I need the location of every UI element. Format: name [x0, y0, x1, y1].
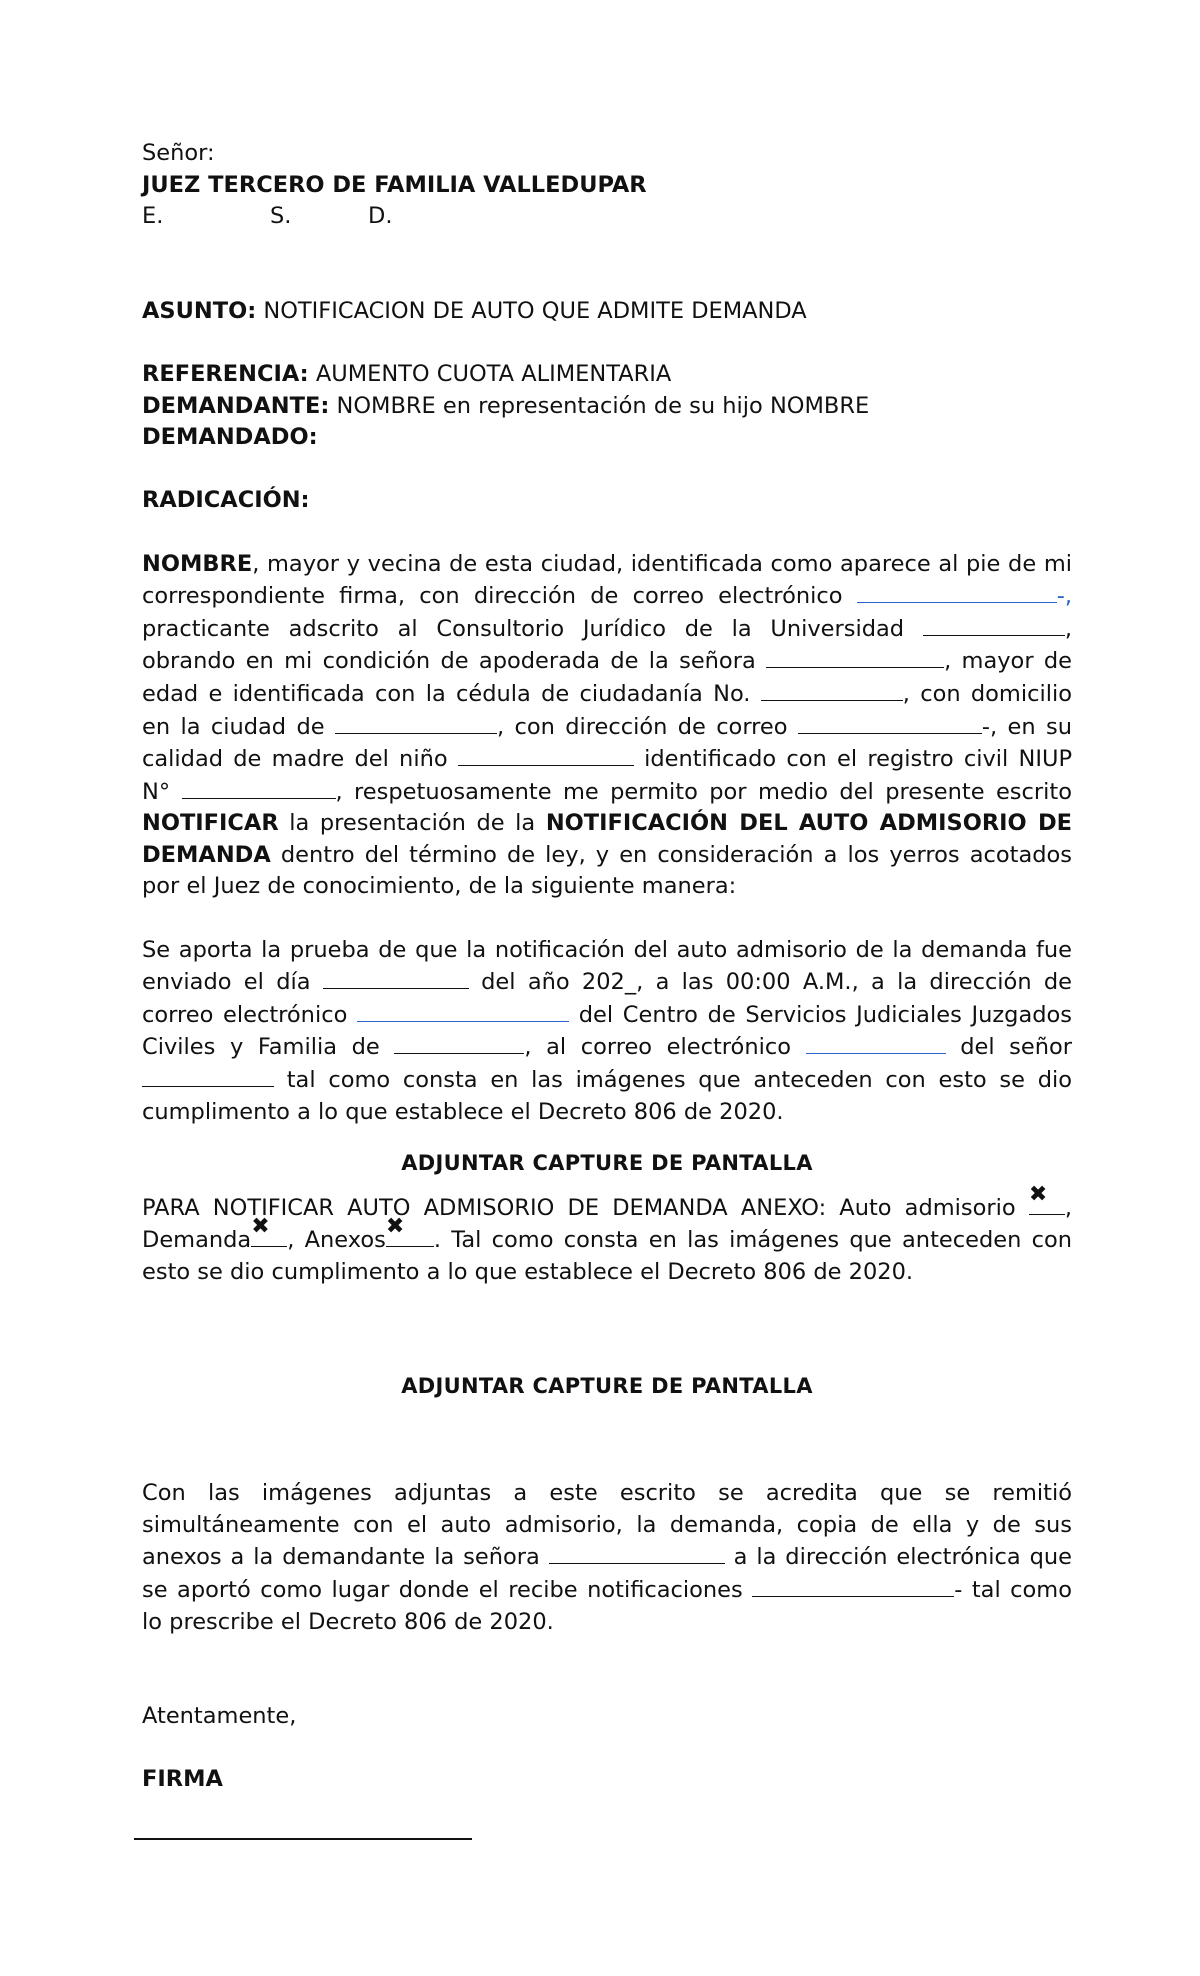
university-blank: [923, 613, 1065, 636]
court-city-blank: [394, 1031, 524, 1054]
paragraph-proof: [142, 935, 1072, 1129]
text: identificado con el registro civil NIUP N°: [142, 746, 1073, 805]
niup-blank: [182, 776, 336, 799]
demandante-line: [142, 391, 1072, 423]
senora-blank: [766, 645, 944, 668]
sde-e: E.: [142, 203, 164, 230]
mail-blank: [798, 711, 982, 734]
text: a la dirección electrónica que se aportó como lugar donde el recibe notificaciones: [142, 1544, 1073, 1603]
referencia-value: AUMENTO CUOTA ALIMENTARIA: [315, 360, 672, 387]
text: , obrando en mi condición de apoderada de la señora: [142, 615, 1072, 675]
notificar-bold: NOTIFICAR: [142, 810, 279, 837]
paragraph-introduction: [142, 549, 1072, 904]
text: del año 202_, a las 00:00 A.M., a la dirección de correo electrónico: [142, 969, 1073, 1028]
referencia-line: [142, 359, 1072, 391]
court-email-blank: [357, 999, 569, 1022]
text: ,: [1064, 1194, 1072, 1221]
text: dentro del término de ley, y en consideración a los yerros acotados por el Juez de conocimiento, de la siguiente manera:: [142, 841, 1072, 900]
text: , al correo electrónico: [524, 1034, 791, 1061]
capture-heading-1: ADJUNTAR CAPTURE DE PANTALLA: [401, 1151, 813, 1176]
text: PARA NOTIFICAR AUTO ADMISORIO DE DEMANDA ANEXO: Auto admisorio: [142, 1194, 1016, 1221]
capture-heading-2: ADJUNTAR CAPTURE DE PANTALLA: [401, 1373, 813, 1398]
text: del señor: [960, 1034, 1073, 1061]
defendant-email-blank: [806, 1031, 946, 1054]
date-blank: [323, 966, 469, 989]
cedula-blank: [761, 678, 903, 701]
email-dash: -,: [1056, 583, 1072, 610]
child-blank: [458, 743, 634, 766]
sde-line: [142, 201, 1072, 233]
asunto-value: NOTIFICACION DE AUTO QUE ADMITE DEMANDA: [263, 297, 807, 324]
text: - tal como lo prescribe el Decreto 806 de 2020.: [142, 1576, 1072, 1635]
text: , con dirección de correo: [496, 713, 788, 740]
asunto-line: [142, 296, 1072, 328]
demandante-blank: [549, 1541, 725, 1564]
firma: FIRMA: [142, 1766, 223, 1793]
name-placeholder: NOMBRE: [142, 550, 253, 577]
demandante-value: NOMBRE en representación de su hijo NOMBRE: [336, 392, 870, 419]
text: Se aporta la prueba de que la notificación del auto admisorio de la demanda fue enviado el día: [142, 936, 1072, 996]
city-blank: [335, 711, 497, 734]
text: , respetuosamente me permito por medio del presente escrito: [335, 778, 1072, 805]
text: tal como consta en las imágenes que anteceden con esto se dio cumplimento a lo que establece el Decreto 806 de 2020.: [142, 1067, 1073, 1125]
defendant-name-blank: [142, 1064, 274, 1087]
text: -, en su calidad de madre del niño: [142, 713, 1072, 773]
x-mark-icon: ✖: [1028, 1181, 1048, 1207]
anexos-mark: [385, 1214, 434, 1247]
notificacion-bold: NOTIFICACIÓN DEL AUTO ADMISORIO DE DEMANDA: [142, 810, 1072, 868]
atentamente: Atentamente,: [142, 1703, 297, 1730]
sde-d: D.: [368, 203, 393, 230]
demanda-mark: [251, 1214, 287, 1247]
email-blank: [857, 580, 1057, 603]
text: la presentación de la: [289, 810, 536, 837]
text: , mayor y vecina de esta ciudad, identificada como aparece al pie de mi correspondiente firma, con dirección de correo electrónico: [142, 550, 1072, 610]
text: , mayor de edad e identificada con la cédula de ciudadanía No.: [142, 648, 1073, 707]
referencia-label: REFERENCIA:: [142, 360, 309, 387]
paragraph-remission: [142, 1478, 1072, 1638]
text: , con domicilio en la ciudad de: [142, 680, 1072, 740]
auto-admisorio-mark: [1028, 1181, 1065, 1215]
radicacion-label: RADICACIÓN:: [142, 487, 310, 514]
text: , Anexos: [287, 1227, 386, 1254]
x-mark-icon: ✖: [251, 1214, 270, 1240]
demandante-label: DEMANDANTE:: [142, 392, 330, 419]
text: del Centro de Servicios Judiciales Juzgados Civiles y Familia de: [142, 1001, 1073, 1061]
text: Con las imágenes adjuntas a este escrito se acredita que se remitió simultáneamente con el auto admisorio, la demanda, copia de ella y de sus anexos a la demandante la señora: [142, 1480, 1072, 1571]
sde-s: S.: [270, 203, 292, 230]
paragraph-annex: [142, 1181, 1073, 1289]
addressee: JUEZ TERCERO DE FAMILIA VALLEDUPAR: [142, 171, 647, 198]
text: Demanda: [142, 1227, 252, 1254]
x-mark-icon: ✖: [385, 1214, 405, 1240]
notifications-blank: [752, 1574, 954, 1597]
signature-line: [134, 1838, 472, 1840]
demandado-label: DEMANDADO:: [142, 424, 318, 451]
text: practicante adscrito al Consultorio Jurídico de la Universidad: [142, 615, 905, 642]
salutation: Señor:: [142, 140, 215, 166]
asunto-label: ASUNTO:: [142, 297, 257, 324]
text: . Tal como consta en las imágenes que anteceden con esto se dio cumplimento a lo que establece el Decreto 806 de 2020.: [142, 1227, 1073, 1285]
